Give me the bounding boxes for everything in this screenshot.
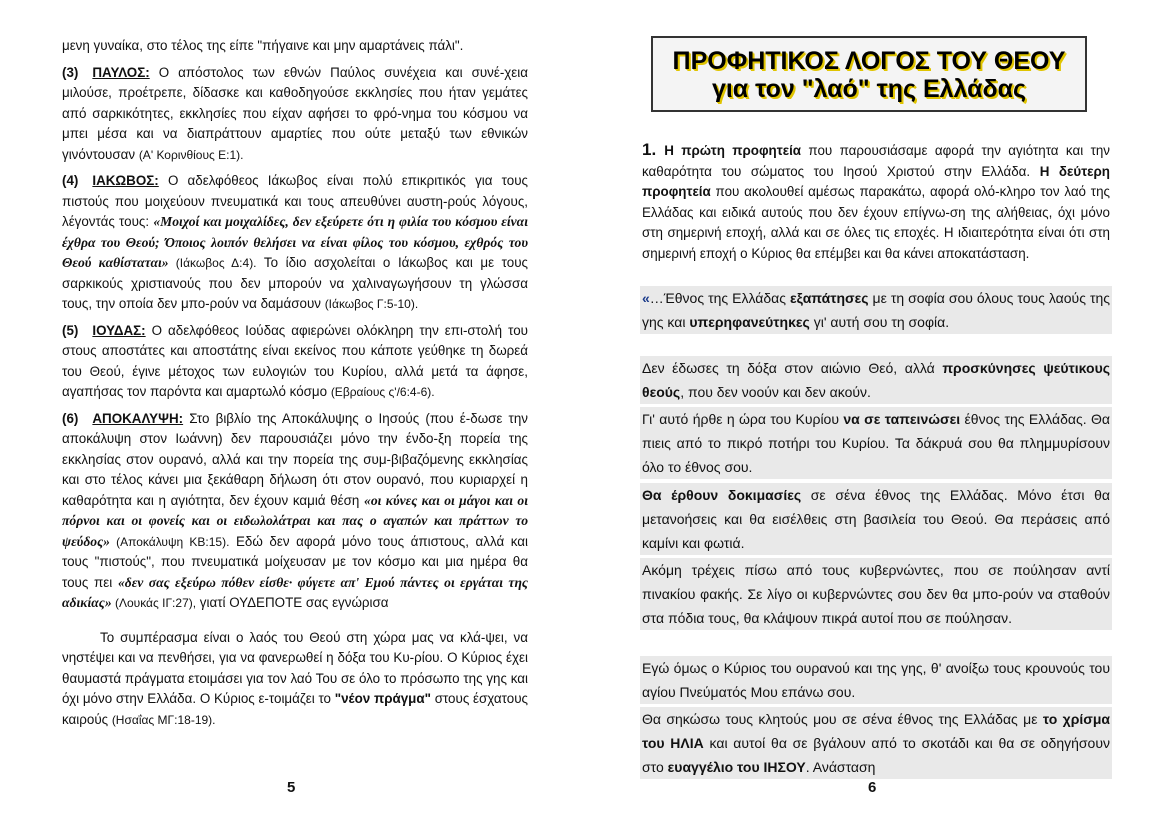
scripture-ref: (Λουκάς ΙΓ:27),	[111, 596, 197, 610]
section-heading: ΙΑΚΩΒΟΣ:	[92, 173, 159, 188]
page-subtitle: για τον "λαό" της Ελλάδας	[711, 75, 1027, 103]
prophecy-paragraph-4: Θα έρθουν δοκιμασίες σε σένα έθνος της Ελλάδας. Μόνο έτσι θα μετανοήσεις και θα εισέλθεις στη βασιλεία του Θεού. Θα περάσεις από καμίνι και φωτιά.	[640, 483, 1112, 555]
section-number: (5)	[62, 322, 79, 338]
scripture-quote: «δεν σας εξεύρω πόθεν είσθε· φύγετε απ' Εμού πάντες οι εργάται της αδικίας»	[62, 574, 528, 610]
scripture-ref: (Ησαΐας ΜΓ:18-19).	[111, 712, 216, 727]
scripture-ref: (Αποκάλυψη ΚΒ:15).	[109, 534, 230, 549]
page-number: 6	[868, 779, 877, 796]
scripture-ref: (Εβραίους ς'/6:4-6).	[330, 385, 435, 399]
scripture-quote: «οι κύνες και οι μάγοι και οι πόρνοι και οι φονείς και οι ειδωλολάτραι και πας ο αγαπών και πράττων το ψεύδος»	[62, 492, 528, 549]
paragraph-continuation: μενη γυναίκα, στο τέλος της είπε "πήγαινε και μην αμαρτάνεις πάλι".	[62, 38, 464, 53]
section-heading: ΑΠΟΚΑΛΥΨΗ:	[92, 410, 184, 426]
scripture-ref: (Ιάκωβος Δ:4).	[168, 256, 257, 270]
section-number: (3)	[62, 64, 79, 80]
left-text-column	[62, 36, 528, 736]
right-page	[585, 0, 1169, 826]
section-number: (6)	[62, 410, 79, 426]
left-page	[0, 0, 584, 826]
section-paul: (3) ΠΑΥΛΟΣ: Ο απόστολος των εθνών Παύλος συνέχεια και συνέ-χεια μιλούσε, προέτρεπε, δίδασκε και καθοδηγούσε εκκλησίες που ήταν γεμάτες από σαρκικότητες, εκκλησίες που είχαν αφήσει το φρό-νημα του κόσμου να μπει μέσα και να διαπράττουν αμαρτίες που ούτε μεταξύ των εθνικών γινόντουσαν (Α' Κορινθίους Ε:1).	[62, 64, 528, 162]
section-heading: ΙΟΥΔΑΣ:	[92, 322, 146, 338]
prophecy-paragraph-5: Ακόμη τρέχεις πίσω από τους κυβερνώντες, που σε πούλησαν αντί πινακίου φακής. Σε λίγο οι κυβερνώντες σου δεν θα μπο-ρούν να σταθούν στα πόδια τους, θα κλάψουν πικρά αυτοί που σε πούλησαν.	[640, 558, 1112, 630]
section-jude: (5) ΙΟΥΔΑΣ: Ο αδελφόθεος Ιούδας αφιερώνει ολόκληρη την επι-στολή του στους αποστάτες και αποστάτης είναι εκείνος που κάποτε γεύθηκε τη δωρεά του Θεού, έγινε μέτοχος των ευλογιών του Κυρίου, αλλά μετά τα άφησε, αγαπήσας τον παρόντα και αμαρτωλό κόσμο (Εβραίους ς'/6:4-6).	[62, 322, 528, 399]
title-box	[651, 36, 1087, 112]
prophecy-paragraph-1: «…Έθνος της Ελλάδας εξαπάτησες με τη σοφία σου όλους τους λαούς της γης και υπερηφανεύτηκες γι' αυτή σου τη σοφία.	[640, 286, 1112, 334]
section-heading: ΠΑΥΛΟΣ:	[92, 64, 150, 80]
section-number: (4)	[62, 173, 79, 188]
page-number: 5	[287, 779, 296, 796]
scripture-ref: (Ιάκωβος Γ:5-10).	[324, 297, 419, 311]
page-title: ΠΡΟΦΗΤΙΚΟΣ ΛΟΓΟΣ ΤΟΥ ΘΕΟΥ	[672, 47, 1066, 75]
intro-paragraph: 1. Η πρώτη προφητεία που παρουσιάσαμε αφορά την αγιότητα και την καθαρότητα του σώματος του Ιησού Χριστού στην Ελλάδα. Η δεύτερη προφητεία που ακολουθεί αμέσως παρακάτω, αφορά ολό-κληρο τον λαό της Ελλάδας και ειδικά αυτούς που δεν έχουν επίγνω-ση της αλήθειας, όχι μόνο στη σημερινή εποχή, αλλά και σε όλες τις εποχές. Η ιδιαιτερότητα είναι ότι στη σημερινή εποχή ο Κύριος θα επέμβει και θα κάνει αποκατάσταση.	[642, 140, 1110, 261]
intro-number: 1.	[642, 140, 657, 159]
section-revelation: (6) ΑΠΟΚΑΛΥΨΗ: Στο βιβλίο της Αποκάλυψης ο Ιησούς (που έ-δωσε την αποκάλυψη στον Ιωάννη) δεν παρουσιάζει μόνο την ένδο-ξη πορεία της εκκλησίας στον ουρανό, αλλά και την πορεία της συμ-βιβαζόμενης εκκλησίας και στο τέλος κάνει μια ξεκάθαρη δήλωση ότι στον ουρανό, που κυριαρχεί η καθαρότητα και η αγιότητα, δεν έχουν καμιά θέση «οι κύνες και οι μάγοι και οι πόρνοι και οι φονείς και οι ειδωλολάτραι και πας ο αγαπών και πράττων το ψεύδος» (Αποκάλυψη ΚΒ:15). Εδώ δεν αφορά μόνο τους άπιστους, αλλά και τους "πιστούς", που πνευματικά μοίχευσαν με τον κόσμο και μια ημέρα θα τους πει «δεν σας εξεύρω πόθεν είσθε· φύγετε απ' Εμού πάντες οι εργάται της αδικίας» (Λουκάς ΙΓ:27), γιατί ΟΥΔΕΠΟΤΕ σας εγνώρισα	[62, 410, 529, 610]
prophecy-paragraph-2: Δεν έδωσες τη δόξα στον αιώνιο Θεό, αλλά προσκύνησες ψεύτικους θεούς, που δεν νοούν και δεν ακούν.	[640, 356, 1112, 404]
prophecy-paragraph-7: Θα σηκώσω τους κλητούς μου σε σένα έθνος της Ελλάδας με το χρίσμα του ΗΛΙΑ και αυτοί θα σε βγάλουν από το σκοτάδι και θα σε οδηγήσουν στο ευαγγέλιο του ΙΗΣΟΥ. Ανάσταση	[640, 707, 1112, 779]
section-james: (4) ΙΑΚΩΒΟΣ: Ο αδελφόθεος Ιάκωβος είναι πολύ επικριτικός για τους πιστούς που μοιχεύουν πνευματικά και τους απευθύνει αυστη-ρούς λόγους, λέγοντάς τους: «Μοιχοί και μοιχαλίδες, δεν εξεύρετε ότι η φιλία του κόσμου είναι έχθρα του Θεού; Όποιος λοιπόν θελήσει να είναι φίλος του κόσμου, εχθρός του Θεού καθίσταται» (Ιάκωβος Δ:4). Το ίδιο ασχολείται ο Ιάκωβος και με τους σαρκικούς χριστιανούς που δεν μπορούν να χαλιναγωγήσουν τη γλώσσα τους, την οποία δεν μπο-ρούν να δαμάσουν (Ιάκωβος Γ:5-10).	[62, 173, 528, 311]
open-quote: «	[642, 290, 650, 306]
conclusion-paragraph: Το συμπέρασμα είναι ο λαός του Θεού στη χώρα μας να κλά-ψει, να νηστέψει και να πενθήσει, για να φανερωθεί η δόξα του Κυ-ρίου. Ο Κύριος έχει θαυμαστά πράγματα ετοιμάσει για τον λαό Του σε όλο το πρόσωπο της γης και όχι μόνο στην Ελλάδα. Ο Κύριος ε-τοιμάζει το "νέον πράγμα" στους έσχατους καιρούς (Ησαΐας ΜΓ:18-19).	[62, 629, 528, 727]
scripture-ref: (Α' Κορινθίους Ε:1).	[138, 147, 244, 162]
scripture-quote: «Μοιχοί και μοιχαλίδες, δεν εξεύρετε ότι η φιλία του κόσμου είναι έχθρα του Θεού; Όποιος λοιπόν θελήσει να είναι φίλος του κόσμου, εχθρός του Θεού καθίσταται»	[62, 214, 528, 270]
prophecy-paragraph-6: Εγώ όμως ο Κύριος του ουρανού και της γης, θ' ανοίξω τους κρουνούς του αγίου Πνεύματός Μου επάνω σου.	[640, 656, 1112, 704]
prophecy-paragraph-3: Γι' αυτό ήρθε η ώρα του Κυρίου να σε ταπεινώσει έθνος της Ελλάδας. Θα πιεις από το πικρό ποτήρι του Κυρίου. Τα δάκρυά σου θα πλημμυρίσουν όλο το έθνος σου.	[640, 407, 1112, 479]
